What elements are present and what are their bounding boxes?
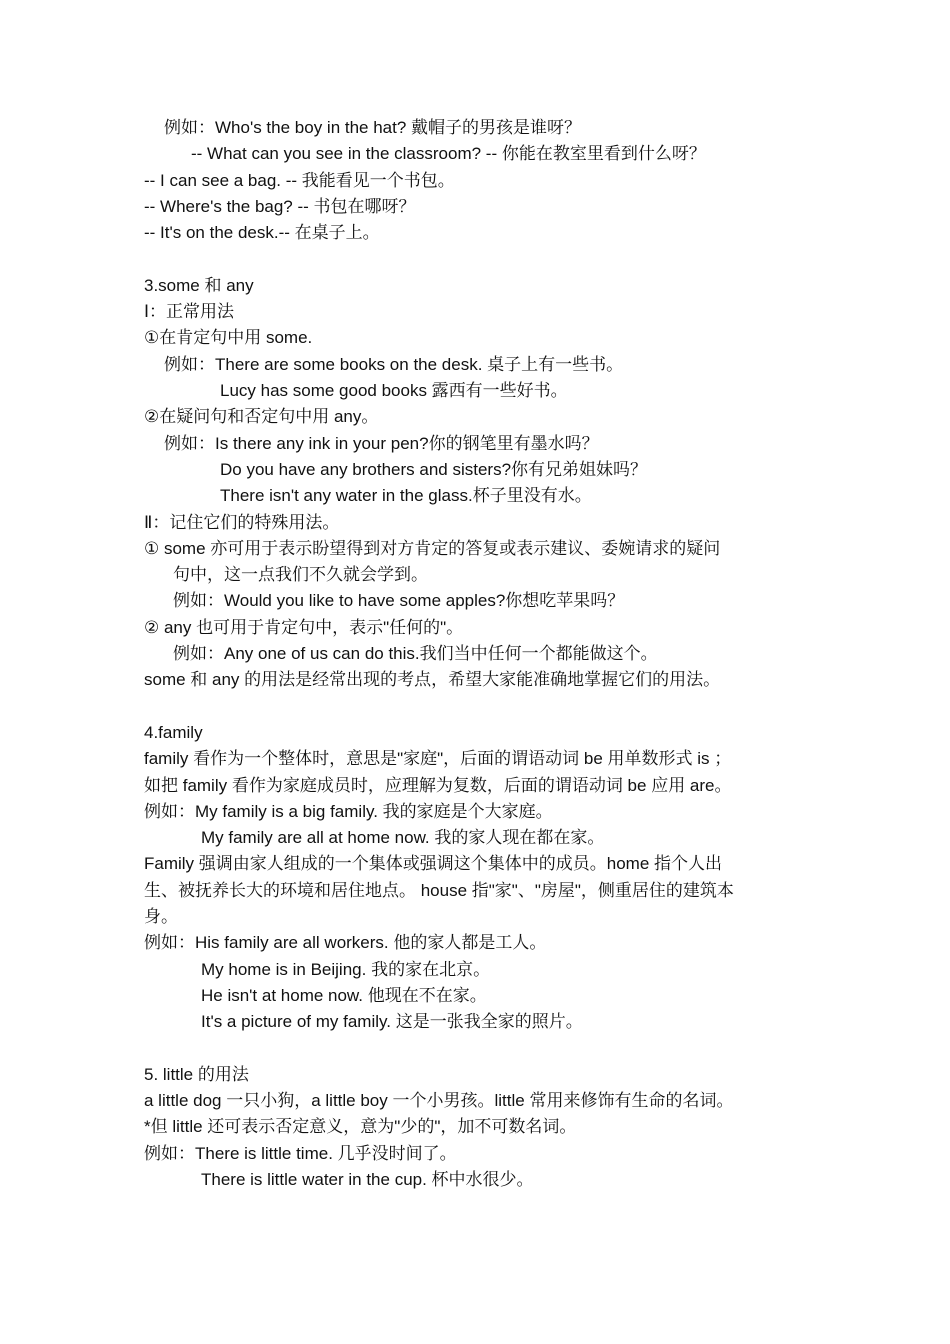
- text-line: ②在疑问句和否定句中用 any。: [144, 407, 379, 426]
- text-line: 例如：His family are all workers. 他的家人都是工人。: [144, 933, 547, 952]
- text-line: 句中，这一点我们不久就会学到。: [173, 565, 428, 584]
- text-line: There is little water in the cup. 杯中水很少。: [201, 1170, 534, 1189]
- text-line: -- Where's the bag? -- 书包在哪呀？: [144, 197, 416, 216]
- text-line: -- It's on the desk.-- 在桌子上。: [144, 223, 380, 242]
- text-line: 身。: [144, 907, 178, 926]
- text-line: 3.some 和 any: [144, 276, 254, 295]
- text-line: 4.family: [144, 723, 203, 742]
- text-line: It's a picture of my family. 这是一张我全家的照片。: [201, 1012, 583, 1031]
- text-line: 例如：Who's the boy in the hat? 戴帽子的男孩是谁呀？: [164, 118, 582, 137]
- text-line: 如把 family 看作为家庭成员时，应理解为复数，后面的谓语动词 be 应用 are。: [144, 776, 732, 795]
- text-line: There isn't any water in the glass.杯子里没有水。: [220, 486, 592, 505]
- text-line: ①在肯定句中用 some.: [144, 328, 313, 347]
- text-line: 例如：Would you like to have some apples?你想吃苹果吗？: [173, 591, 625, 610]
- text-line: Lucy has some good books 露西有一些好书。: [220, 381, 568, 400]
- text-line: -- I can see a bag. -- 我能看见一个书包。: [144, 171, 455, 190]
- text-line: ② any 也可用于肯定句中，表示"任何的"。: [144, 618, 464, 637]
- text-line: Ⅱ：记住它们的特殊用法。: [144, 513, 340, 532]
- text-line: 例如：Is there any ink in your pen?你的钢笔里有墨水吗？: [164, 434, 599, 453]
- text-line: a little dog 一只小狗，a little boy 一个小男孩。little 常用来修饰有生命的名词。: [144, 1091, 734, 1110]
- text-line: 例如：My family is a big family. 我的家庭是个大家庭。: [144, 802, 553, 821]
- text-line: 生、被抚养长大的环境和居住地点。 house 指"家"、"房屋"，侧重居住的建筑本: [144, 881, 734, 900]
- text-line: family 看作为一个整体时，意思是"家庭"，后面的谓语动词 be 用单数形式 is ；: [144, 749, 732, 768]
- text-line: -- What can you see in the classroom? -- 你能在教室里看到什么呀？: [191, 144, 706, 163]
- text-line: Ⅰ：正常用法: [144, 302, 235, 321]
- text-line: Do you have any brothers and sisters?你有兄弟姐妹吗？: [220, 460, 648, 479]
- text-line: some 和 any 的用法是经常出现的考点，希望大家能准确地掌握它们的用法。: [144, 670, 721, 689]
- text-line: My home is in Beijing. 我的家在北京。: [201, 960, 491, 979]
- text-line: Family 强调由家人组成的一个集体或强调这个集体中的成员。home 指个人出: [144, 854, 723, 873]
- text-line: ① some 亦可用于表示盼望得到对方肯定的答复或表示建议、委婉请求的疑问: [144, 539, 721, 558]
- text-line: *但 little 还可表示否定意义，意为"少的"，加不可数名词。: [144, 1117, 577, 1136]
- text-line: 例如：There is little time. 几乎没时间了。: [144, 1144, 457, 1163]
- text-line: 例如：There are some books on the desk. 桌子上有一些书。: [164, 355, 624, 374]
- text-line: He isn't at home now. 他现在不在家。: [201, 986, 487, 1005]
- text-line: 例如：Any one of us can do this.我们当中任何一个都能做这个。: [173, 644, 658, 663]
- text-line: 5. little 的用法: [144, 1065, 249, 1084]
- text-line: My family are all at home now. 我的家人现在都在家。: [201, 828, 605, 847]
